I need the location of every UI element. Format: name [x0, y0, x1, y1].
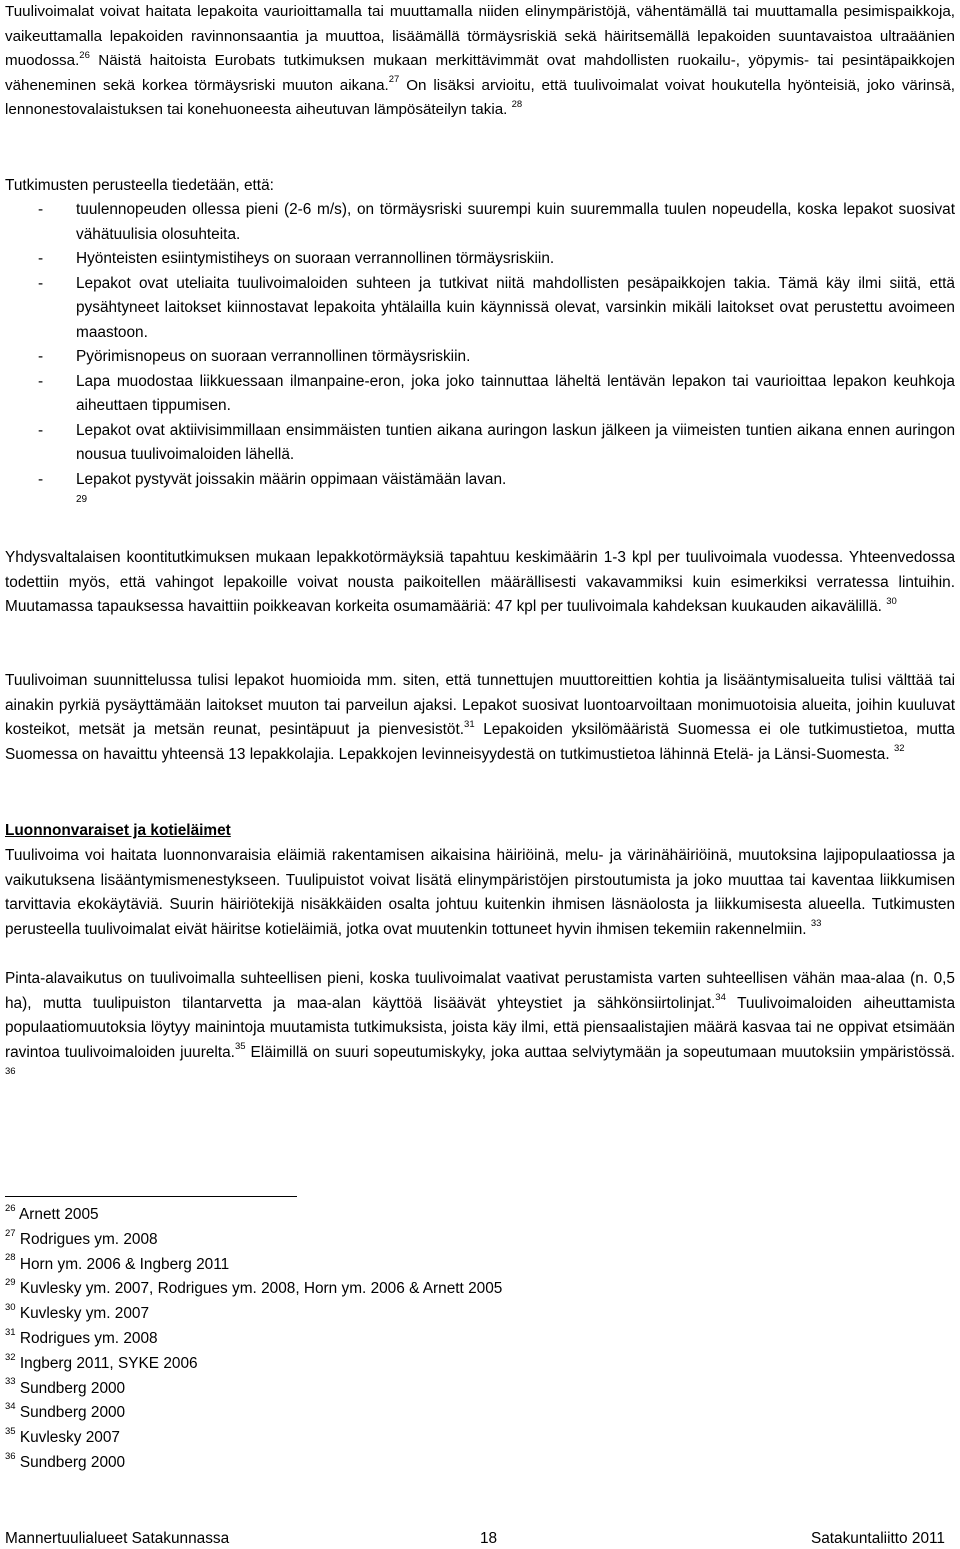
- footnotes-list: [5, 1203, 502, 1476]
- footnote: $^{29}$ Kuvlesky ym. 2007, Rodrigues ym. 2008, Horn ym. 2006 & Arnett 2005: [5, 1277, 503, 1298]
- list-item: - Lapa muodostaa liikkuessaan ilmanpaine-eron, joka joko tainnuttaa läheltä lentävän lepakon tai vaurioittaa lepakon keuhkoja aiheuttaen tippumisen.: [38, 372, 955, 414]
- text-run: Näistä haitoista Eurobats tutkimuksen mukaan merkittävimmät ovat mahdollisten ruokailu-, yöpymis- tai pesintäpaikkojen väheneminen sekä korkea törmäysriski muuton aikana.: [5, 52, 955, 94]
- footnote-ref: 35: [234, 1041, 246, 1053]
- footnote-ref: 30: [886, 595, 897, 607]
- footnote-divider: [5, 1196, 297, 1197]
- section-heading: Luonnonvaraiset ja kotieläimet: [5, 822, 231, 839]
- footnote-ref: 29: [76, 494, 88, 505]
- paragraph-wildlife: Tuulivoima voi haitata luonnonvaraisia eläimiä rakentamisen aikaisina häiriöinä, melu- ja värinähäiriöinä, muutoksina lajipopulaatiossa ja vaikutuksena lisääntymismenestykseen. Tuulipuistot voivat lisätä elinympäristöjen pirstoutumista ja joko muuttaa tai kaventaa liikkumisen tarvittavia ekokäytäviä. Suurin häiriötekijä nisäkkäiden osalta johtuu kuitenkin ihmisen läsnäolosta ja liikkumisesta alueella. Tutkimusten perusteella tuulivoimalat eivät häiritse kotieläimiä, jotka ovat muutenkin tottuneet hyvin ihmisen tekemiin rakennelmiin. $^{33}$: [5, 847, 955, 938]
- footnote-ref: 32: [893, 743, 905, 755]
- text-run: Tuulivoimalat voivat haitata lepakoita vaurioittamalla tai muuttamalla niiden elinympäristöjä, vähentämällä tai muuttamalla pesimispaikkoja, vaikeuttamalla lepakoiden ravinnonsaantia ja muuttoa, lisäämällä törmäysriskiä sekä häiritsemällä lepakoiden suuntavaistoa ultraäänien muodossa.: [5, 3, 955, 69]
- list-item: - tuulennopeuden ollessa pieni (2-6 m/s), on törmäysriski suurempi kuin suuremmalla tuulen nopeudella, koska lepakot suosivat vähätuulisia olosuhteita.: [38, 201, 955, 243]
- footnote: $^{26}$ Arnett 2005: [5, 1202, 99, 1223]
- paragraph-research-intro: Tutkimusten perusteella tiedetään, että:: [5, 177, 274, 194]
- list-item: - Lepakot ovat aktiivisimmillaan ensimmäisten tuntien aikana auringon laskun jälkeen ja viimeisten tuntien aikana ennen auringon nousua tuulivoimaloiden lähellä.: [38, 421, 955, 463]
- footnote-ref: 28: [511, 98, 523, 110]
- page-number: 18: [480, 1530, 498, 1547]
- footnote: $^{28}$ Horn ym. 2006 & Ingberg 2011: [5, 1252, 230, 1273]
- footnote: $^{35}$ Kuvlesky 2007: [5, 1426, 120, 1447]
- footer-document-title: Mannertuulialueet Satakunnassa: [5, 1530, 230, 1547]
- paragraph-bat-impacts: [5, 0, 955, 123]
- footnote-ref: 33: [810, 918, 822, 930]
- footnote: $^{27}$ Rodrigues ym. 2008: [5, 1227, 158, 1248]
- list-item: - Pyörimisnopeus on suoraan verrannollinen törmäysriskiin.: [38, 348, 471, 365]
- list-item: - Lepakot ovat uteliaita tuulivoimaloiden suhteen ja tutkivat niitä mahdollisten pesäpaikkojen takia. Tämä käy ilmi siitä, että pysähtyneet laitokset kiinnostavat lepakoita yhtälailla kuin käynnissä olevat, varsinkin mikäli laitokset ovat perustettu avoimeen maastoon.: [38, 274, 955, 341]
- footnote-ref: 27: [388, 74, 400, 86]
- footnote: $^{32}$ Ingberg 2011, SYKE 2006: [5, 1351, 198, 1372]
- footnote: $^{34}$ Sundberg 2000: [5, 1401, 126, 1422]
- list-item: - Lepakot pystyvät joissakin määrin oppimaan väistämään lavan.: [38, 470, 507, 488]
- paragraph-us-study: Yhdysvaltalaisen koontitutkimuksen mukaan lepakkotörmäyksiä tapahtuu keskimäärin 1-3 kpl per tuulivoimala vuodessa. Yhteenvedossa todettiin myös, että vahingot lepakoille voivat nousta paikoitellen määrällisesti vakavammiksi kuin esimerkiksi verratessa lintuihin. Muutamassa tapauksessa havaittiin poikkeavan korkeita osumamääriä: 47 kpl per tuulivoimala kahdeksan kuukauden aikavälillä. $^{30}$: [5, 549, 955, 615]
- paragraph-planning: Tuulivoiman suunnittelussa tulisi lepakot huomioida mm. siten, että tunnettujen muuttoreittien kohtia ja lisääntymisalueita tulisi välttää tai ainakin pyrkiä pysäyttämään laitokset muuton tai parveilun ajaksi. Lepakot suosivat luontoarvoiltaan monimuotoisia alueita, joihin kuuluvat kosteikot, metsät ja metsän reunat, pesintäpuut ja pienvesistöt.$^{31}$ Lepakoiden yksilömääristä Suomessa ei ole tutkimustietoa, mutta Suomessa on havaittu yhteensä 13 lepakkolajia. Lepakkojen levinneisyydestä on tutkimustietoa lähinnä Etelä- ja Länsi-Suomesta. $^{32}$: [5, 672, 955, 763]
- text-run: On lisäksi arvioitu, että tuulivoimalat voivat houkutella hyönteisiä, joko värinsä, lennonestovalaistuksen tai konehuoneesta aiheutuvan lämpösäteilyn takia.: [5, 76, 955, 118]
- footnote-ref: 31: [464, 718, 475, 730]
- footnote: $^{36}$ Sundberg 2000: [5, 1450, 126, 1471]
- footnote-ref: 36: [5, 1065, 16, 1077]
- footnote: $^{33}$ Sundberg 2000: [5, 1376, 126, 1397]
- footer-publisher: Satakuntaliitto 2011: [810, 1530, 945, 1547]
- footnote: $^{30}$ Kuvlesky ym. 2007: [5, 1302, 150, 1323]
- footnote-ref: 26: [79, 49, 90, 61]
- list-item: - Hyönteisten esiintymistiheys on suoraan verrannollinen törmäysriskiin.: [38, 250, 555, 267]
- footnote: $^{31}$ Rodrigues ym. 2008: [5, 1326, 158, 1347]
- footnote-ref: 34: [715, 992, 726, 1004]
- paragraph-land-use: Pinta-alavaikutus on tuulivoimalla suhteellisen pieni, koska tuulivoimalat vaativat perustamista varten suhteellisen vähän maa-alaa (n. 0,5 ha), mutta tuulipuiston tilantarvetta ja maa-alan käyttöä lisäävät yhteystiet ja sähkönsiirtolinjat.$^{34}$ Tuulivoimaloiden aiheuttamista populaatiomuutoksia löytyy mainintoja muutamista tutkimuksista, joista käy ilmi, että piensaalistajien määrä kasvaa tai ne oppivat etsimään ravintoa tuulivoimaloiden juurelta.$^{35}$ Eläimillä on suuri sopeutumiskyky, joka auttaa selviytymään ja sopeutumaan muutoksiin ympäristössä. $^{36}$: [5, 970, 956, 1077]
- research-findings-list: [5, 198, 955, 492]
